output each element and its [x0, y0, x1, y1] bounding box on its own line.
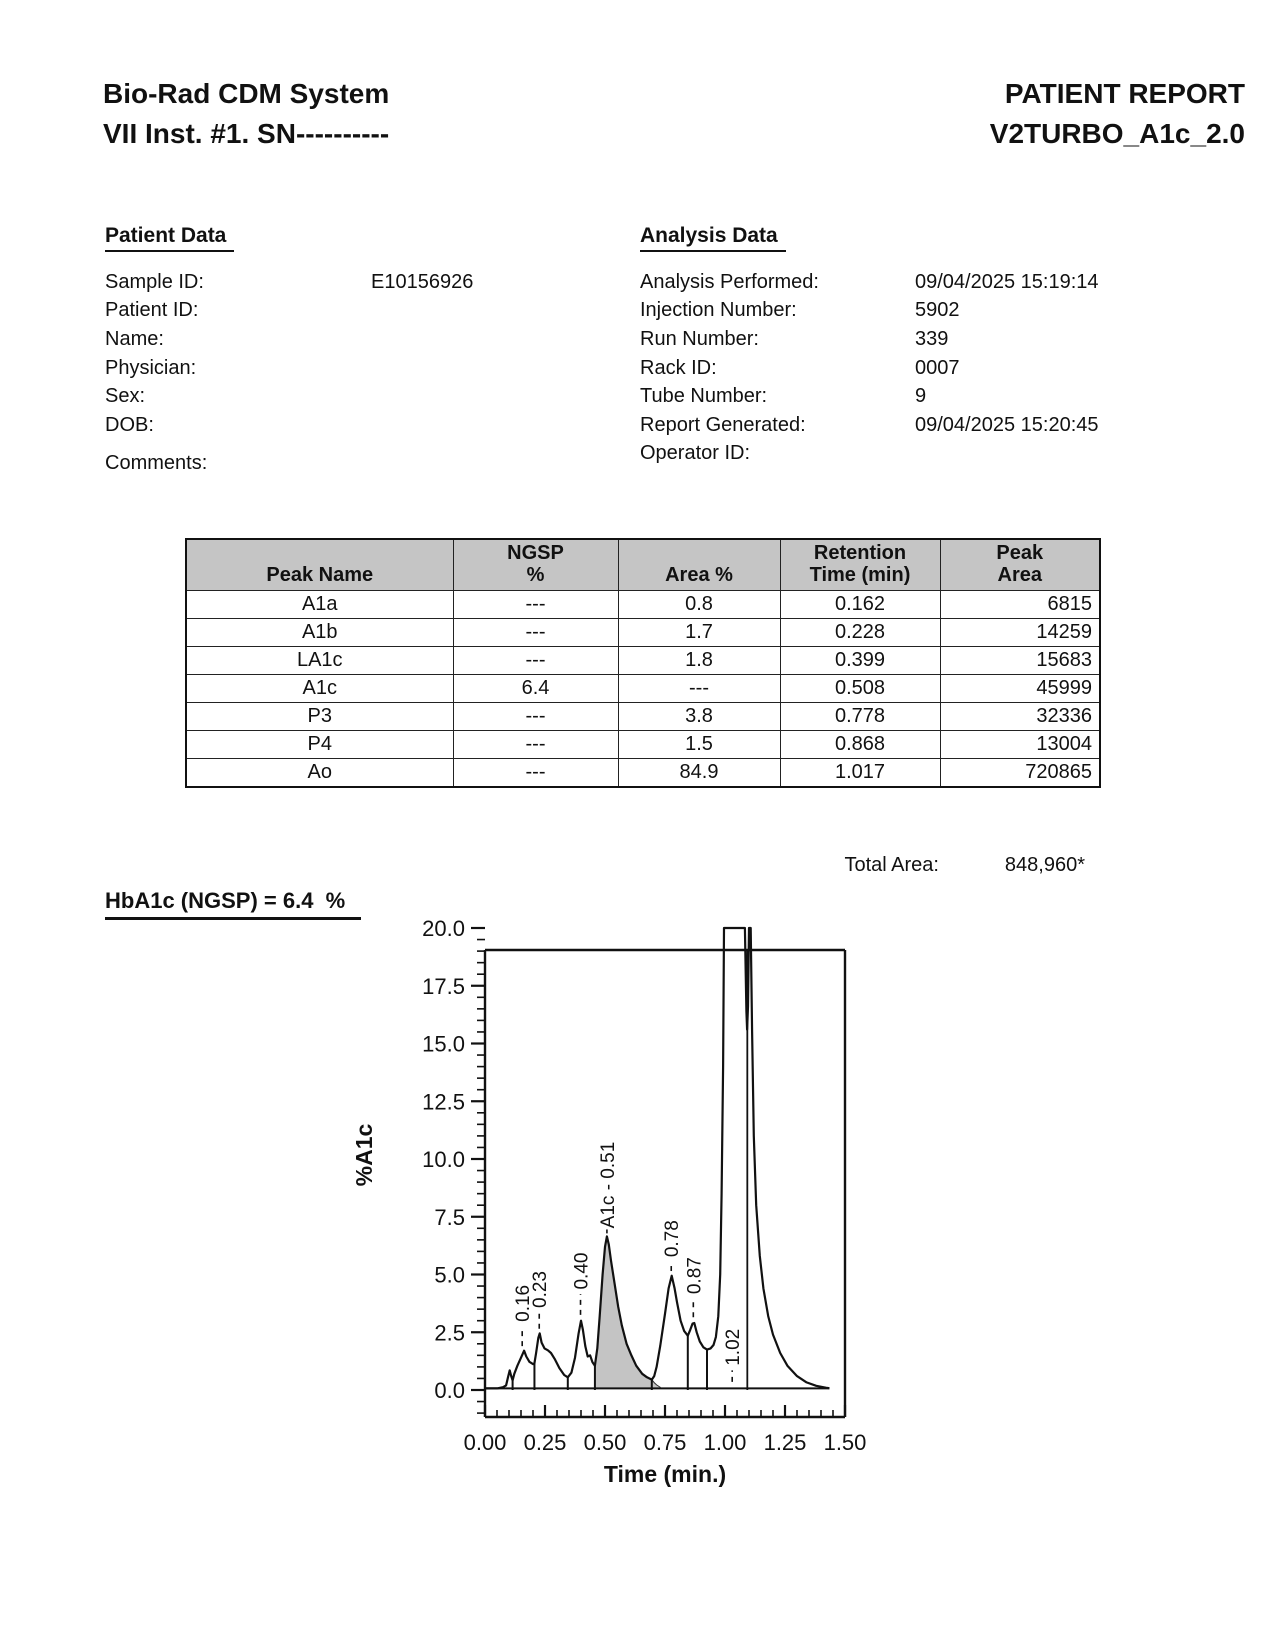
x-tick-label: 1.50	[823, 1430, 867, 1455]
header-retention-time	[780, 539, 940, 591]
peak-label-text: 0.23	[530, 1271, 552, 1308]
cell-retention: 1.017	[780, 759, 940, 787]
cell-peak-name: P4	[186, 731, 453, 759]
field-label: Run Number:	[640, 327, 759, 350]
y-tick-label: 7.5	[434, 1204, 465, 1230]
cell-retention: 0.778	[780, 703, 940, 731]
comments-label: Comments:	[105, 452, 208, 474]
field-value: 5902	[915, 299, 960, 322]
cell-ngsp: ---	[453, 731, 618, 759]
field-row	[640, 411, 1099, 440]
cell-ngsp: ---	[453, 591, 618, 619]
cell-peak-area: 14259	[940, 619, 1100, 647]
instrument-serial: VII Inst. #1. SN----------	[103, 118, 390, 149]
field-label: Report Generated:	[640, 413, 806, 436]
y-tick-label: 12.5	[422, 1089, 465, 1115]
field-row	[105, 354, 473, 383]
field-row	[640, 268, 1099, 297]
cell-retention: 0.162	[780, 591, 940, 619]
cell-retention: 0.868	[780, 731, 940, 759]
x-tick-label: 0.25	[523, 1430, 567, 1455]
y-tick-label: 20.0	[422, 916, 465, 941]
field-label: Rack ID:	[640, 356, 717, 379]
field-label: Operator ID:	[640, 442, 751, 465]
cell-peak-area: 720865	[940, 759, 1100, 787]
chromatogram-curve	[485, 928, 829, 1388]
field-row	[640, 325, 1099, 354]
x-axis-title: Time (min.)	[603, 1461, 727, 1487]
field-label: Analysis Performed:	[640, 270, 819, 293]
x-tick-label: 1.00	[703, 1430, 747, 1455]
cell-area-pct: 84.9	[618, 759, 780, 787]
table-row	[186, 759, 1100, 787]
chart-axes	[485, 950, 845, 1417]
field-row	[105, 325, 473, 354]
table-header-row	[186, 539, 1100, 591]
cell-peak-name: Ao	[186, 759, 453, 787]
header-line	[623, 542, 776, 564]
header-peak-name	[186, 539, 453, 591]
field-row	[640, 382, 1099, 411]
hba1c-result: HbA1c (NGSP) = 6.4 %	[105, 888, 361, 920]
field-value: 09/04/2025 15:19:14	[915, 270, 1099, 293]
peak-label-text: 0.78	[662, 1220, 684, 1258]
cell-peak-area: 15683	[940, 647, 1100, 675]
field-row	[640, 297, 1099, 326]
patient-data-heading: Patient Data	[105, 224, 234, 252]
patient-data-section	[105, 224, 473, 440]
cell-peak-area: 32336	[940, 703, 1100, 731]
x-tick-label: 1.25	[763, 1430, 807, 1455]
field-label: Sex:	[105, 385, 146, 408]
cell-retention: 0.508	[780, 675, 940, 703]
field-label: Sample ID:	[105, 270, 204, 293]
cell-area-pct: 3.8	[618, 703, 780, 731]
peak-retention-labels	[513, 1142, 744, 1382]
peak-results-table	[185, 538, 1101, 788]
x-tick-label: 0.00	[463, 1430, 507, 1455]
x-tick-label: 0.75	[643, 1430, 687, 1455]
header-line: %	[526, 564, 545, 586]
header-line: Peak Name	[266, 564, 374, 586]
field-value: 0007	[915, 356, 960, 379]
cell-ngsp: ---	[453, 759, 618, 787]
patient-data-fields	[105, 268, 473, 440]
analysis-data-fields	[640, 268, 1099, 468]
cell-area-pct: 1.7	[618, 619, 780, 647]
field-value: E10156926	[371, 270, 474, 293]
cell-retention: 0.228	[780, 619, 940, 647]
table-row	[186, 591, 1100, 619]
report-system-header	[103, 74, 389, 154]
chromatogram-svg	[340, 872, 930, 1522]
report-title: PATIENT REPORT	[1004, 78, 1245, 109]
field-label: DOB:	[105, 413, 154, 436]
cell-retention: 0.399	[780, 647, 940, 675]
cell-peak-name: LA1c	[186, 647, 453, 675]
cell-area-pct: 1.5	[618, 731, 780, 759]
peak-label-text: 0.40	[571, 1252, 593, 1290]
y-tick-label: 2.5	[434, 1320, 465, 1346]
y-tick-label: 15.0	[422, 1031, 465, 1057]
header-ngsp-pct	[453, 539, 618, 591]
method-version: V2TURBO_A1c_2.0	[989, 118, 1245, 149]
cell-peak-name: A1b	[186, 619, 453, 647]
field-value: 9	[915, 385, 927, 408]
cell-peak-name: P3	[186, 703, 453, 731]
peak-label-text: 0.87	[684, 1257, 706, 1295]
table-row	[186, 703, 1100, 731]
field-label: Tube Number:	[640, 385, 768, 408]
header-line: Area	[997, 564, 1042, 586]
cell-peak-name: A1a	[186, 591, 453, 619]
cell-area-pct: ---	[618, 675, 780, 703]
peak-label-text: A1c - 0.51	[597, 1141, 619, 1229]
system-name: Bio-Rad CDM System	[103, 78, 390, 109]
cell-ngsp: ---	[453, 647, 618, 675]
field-label: Injection Number:	[640, 299, 797, 322]
cell-ngsp: ---	[453, 703, 618, 731]
header-line: Retention	[813, 542, 907, 564]
field-label: Physician:	[105, 356, 197, 379]
table-row	[186, 619, 1100, 647]
field-row	[640, 440, 1099, 469]
y-tick-label: 0.0	[434, 1378, 465, 1403]
field-label: Name:	[105, 327, 164, 350]
field-value: 339	[915, 327, 949, 350]
table-row	[186, 731, 1100, 759]
cell-peak-area: 45999	[940, 675, 1100, 703]
cell-ngsp: ---	[453, 619, 618, 647]
header-area-pct	[618, 539, 780, 591]
total-area-label: Total Area:	[844, 854, 939, 876]
analysis-data-heading: Analysis Data	[640, 224, 786, 252]
header-line: Area %	[665, 564, 733, 586]
field-row	[640, 354, 1099, 383]
y-tick-label: 5.0	[434, 1262, 465, 1288]
peak-label-text: 0.16	[513, 1284, 535, 1322]
field-label: Patient ID:	[105, 299, 199, 322]
field-value: 09/04/2025 15:20:45	[915, 413, 1099, 436]
analysis-data-section	[640, 224, 1099, 468]
x-tick-label: 0.50	[583, 1430, 627, 1455]
header-line	[191, 542, 449, 564]
header-peak-area	[940, 539, 1100, 591]
chromatogram-trace	[485, 928, 829, 1390]
header-line: Peak	[996, 542, 1044, 564]
cell-area-pct: 1.8	[618, 647, 780, 675]
report-type-header	[990, 74, 1245, 154]
field-row	[105, 268, 473, 297]
y-tick-label: 10.0	[422, 1147, 465, 1172]
chromatogram-chart	[340, 872, 930, 1522]
cell-area-pct: 0.8	[618, 591, 780, 619]
cell-ngsp: 6.4	[453, 675, 618, 703]
field-row	[105, 411, 473, 440]
cell-peak-name: A1c	[186, 675, 453, 703]
field-row	[105, 297, 473, 326]
field-row	[105, 382, 473, 411]
cell-peak-area: 13004	[940, 731, 1100, 759]
table-row	[186, 647, 1100, 675]
header-line: NGSP	[507, 542, 564, 564]
header-line: Time (min)	[809, 564, 911, 586]
y-tick-label: 17.5	[422, 973, 465, 999]
peak-label-text: 1.02	[723, 1328, 745, 1366]
total-area-value: 848,960*	[1004, 854, 1085, 876]
cell-peak-area: 6815	[940, 591, 1100, 619]
table-row	[186, 675, 1100, 703]
y-axis-title: %A1c	[351, 1123, 377, 1187]
